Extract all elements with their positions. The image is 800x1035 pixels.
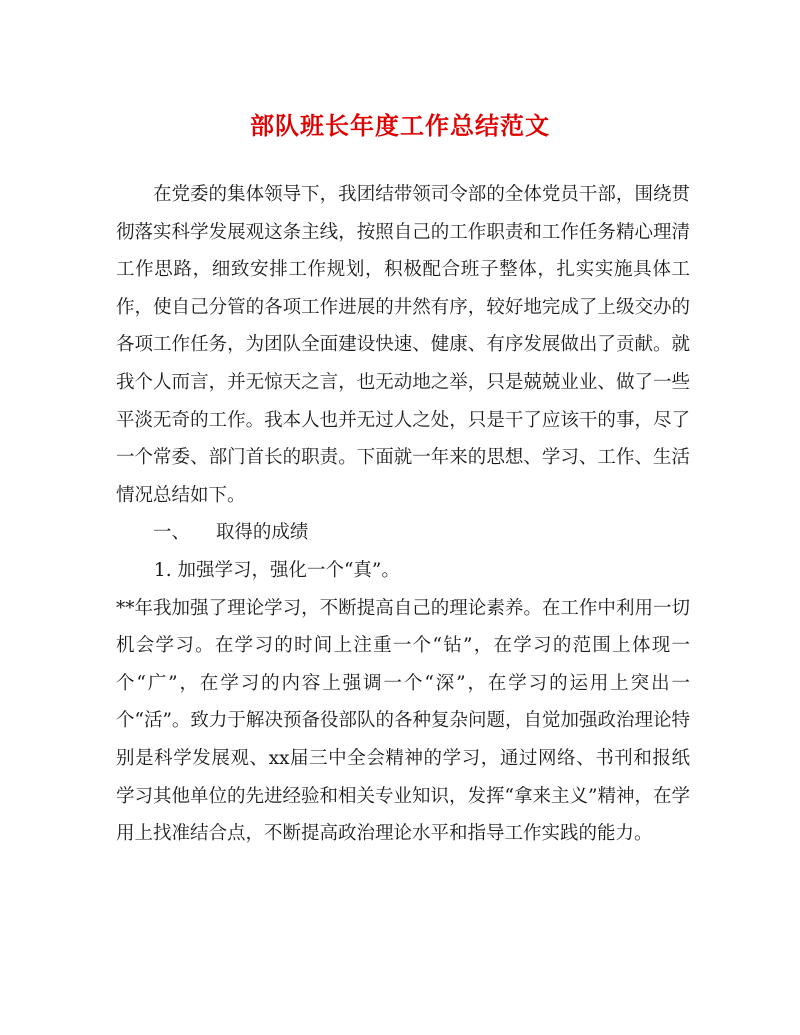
section-heading: [116, 514, 690, 552]
intro-paragraph: 在党委的集体领导下，我团结带领司令部的全体党员干部，围绕贯彻落实科学发展观这条主线，按照自己的工作职责和工作任务精心理清工作思路，细致安排工作规划，积极配合班子整体，扎实实施具体工作，使自己分管的各项工作进展的井然有序，较好地完成了上级交办的各项工作任务，为团队全面建设快速、健康、有序发展做出了贡献。就我个人而言，并无惊天之言，也无动地之举，只是兢兢业业、做了一些平淡无奇的工作。我本人也并无过人之处，只是干了应该干的事，尽了一个常委、部门首长的职责。下面就一年来的思想、学习、工作、生活情况总结如下。: [116, 184, 690, 506]
section-number: 一、: [153, 522, 191, 544]
document-body: [116, 176, 690, 853]
document-title: 部队班长年度工作总结范文: [250, 111, 550, 140]
point-paragraph: **年我加强了理论学习，不断提高自己的理论素养。在工作中利用一切机会学习。在学习的时间上注重一个“钻”，在学习的范围上体现一个“广”，在学习的内容上强调一个“深”，在学习的运用上突出一个“活”。致力于解决预备役部队的各种复杂问题，自觉加强政治理论特别是科学发展观、xx届三中全会精神的学习，通过网络、书刊和报纸学习其他单位的先进经验和相关专业知识，发挥“拿来主义”精神，在学用上找准结合点，不断提高政治理论水平和指导工作实践的能力。: [116, 597, 690, 845]
section-title: 取得的成绩: [215, 522, 309, 544]
point-heading: 1. 加强学习，强化一个“真”。: [153, 559, 400, 581]
